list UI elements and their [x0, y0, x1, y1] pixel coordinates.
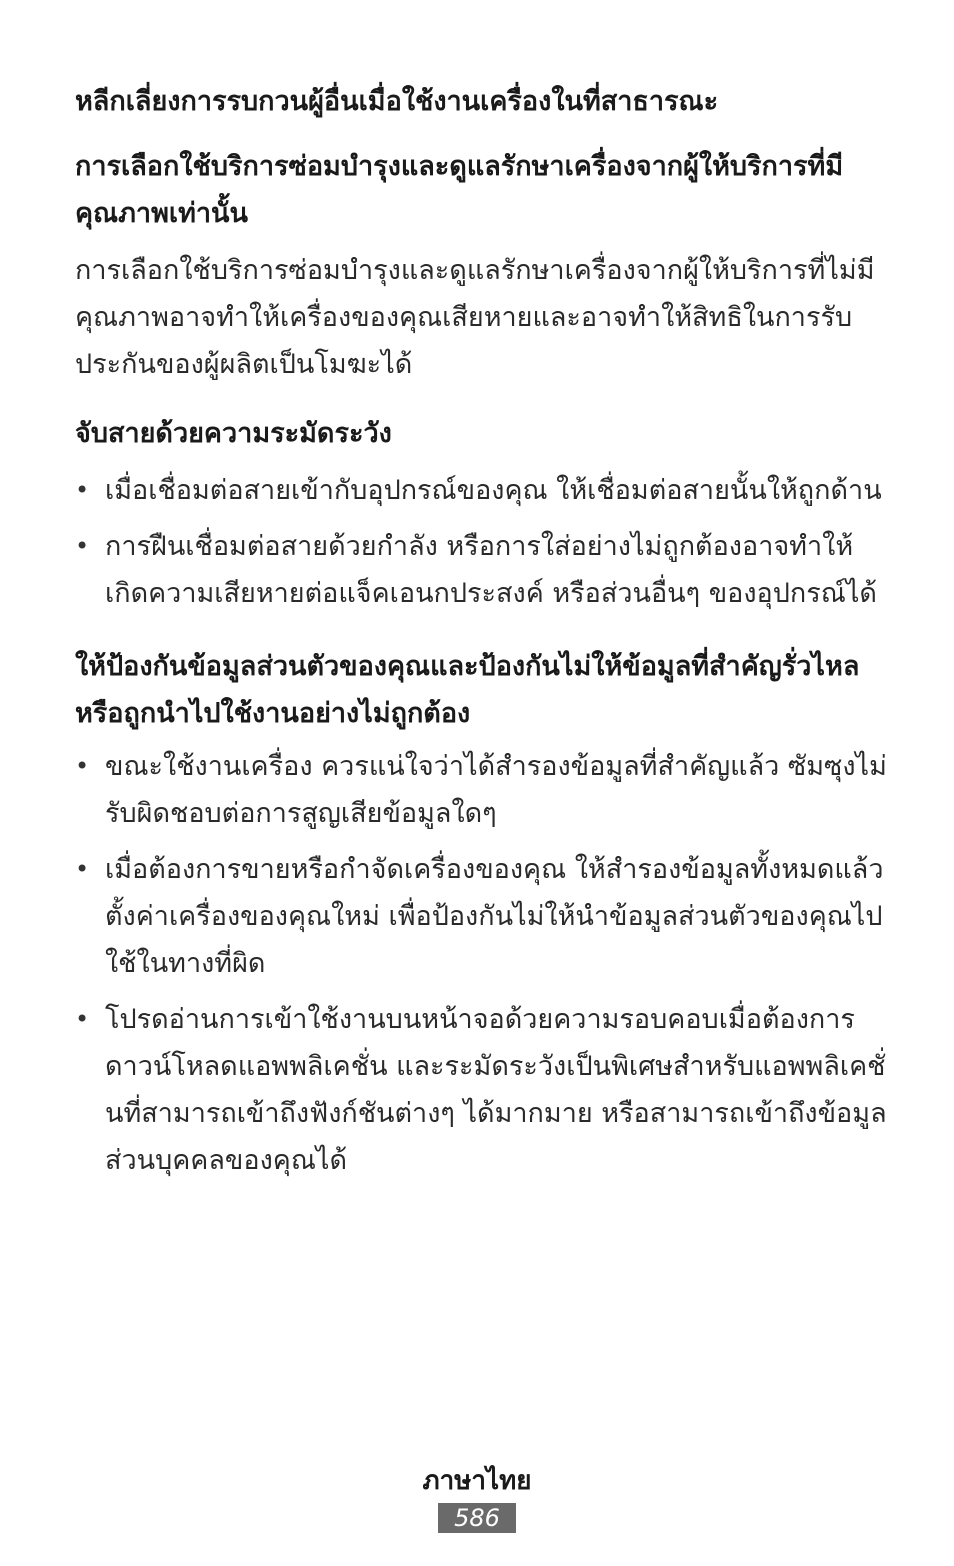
list-item-text: เมื่อต้องการขายหรือกำจัดเครื่องของคุณ ให้สำรองข้อมูลทั้งหมดแล้วตั้งค่าเครื่องของคุณใหม่ เพื่อป้องกันไม่ให้นำข้อมูลส่วนตัวของคุณไปใช้ในทางที่ผิด: [105, 854, 884, 979]
page-number: 586: [438, 1503, 516, 1533]
heading-cable-care: จับสายด้วยความระมัดระวัง: [75, 418, 392, 449]
list-item: [75, 846, 894, 987]
paragraph-quality-service: การเลือกใช้บริการซ่อมบำรุงและดูแลรักษาเครื่องจากผู้ให้บริการที่ไม่มีคุณภาพอาจทำให้เครื่องของคุณเสียหายและอาจทำให้สิทธิในการรับประกันของผู้ผลิตเป็นโมฆะได้: [75, 255, 875, 380]
list-item-text: เมื่อเชื่อมต่อสายเข้ากับอุปกรณ์ของคุณ ให้เชื่อมต่อสายนั้นให้ถูกด้าน: [105, 475, 882, 506]
page-footer: [0, 1463, 954, 1533]
bullet-icon: •: [75, 1005, 90, 1033]
cable-care-list: [75, 467, 894, 617]
list-item: [75, 996, 894, 1184]
list-item-text: การฝืนเชื่อมต่อสายด้วยกำลัง หรือการใส่อย่างไม่ถูกต้องอาจทำให้เกิดความเสียหายต่อแจ็คเอนกประสงค์ หรือส่วนอื่นๆ ของอุปกรณ์ได้: [105, 531, 877, 609]
bullet-icon: •: [75, 752, 90, 780]
list-item-text: โปรดอ่านการเข้าใช้งานบนหน้าจอด้วยความรอบคอบเมื่อต้องการดาวน์โหลดแอพพลิเคชั่น และระมัดระวังเป็นพิเศษสำหรับแอพพลิเคชั่นที่สามารถเข้าถึงฟังก์ชันต่างๆ ได้มากมาย หรือสามารถเข้าถึงข้อมูลส่วนบุคคลของคุณได้: [105, 1004, 887, 1176]
bullet-icon: •: [75, 855, 90, 883]
data-protection-list: [75, 743, 894, 1184]
bullet-icon: •: [75, 532, 90, 560]
bullet-icon: •: [75, 476, 90, 504]
heading-data-protection: ให้ป้องกันข้อมูลส่วนตัวของคุณและป้องกันไม่ให้ข้อมูลที่สำคัญรั่วไหลหรือถูกนำไปใช้งานอย่างไม่ถูกต้อง: [75, 651, 860, 729]
heading-avoid-disturbing-others: หลีกเลี่ยงการรบกวนผู้อื่นเมื่อใช้งานเครื่องในที่สาธารณะ: [75, 86, 719, 117]
footer-language: ภาษาไทย: [422, 1466, 532, 1496]
list-item: [75, 467, 894, 514]
list-item: [75, 743, 894, 837]
list-item: [75, 523, 894, 617]
list-item-text: ขณะใช้งานเครื่อง ควรแน่ใจว่าได้สำรองข้อมูลที่สำคัญแล้ว ซัมซุงไม่รับผิดชอบต่อการสูญเสียข้อมูลใดๆ: [105, 751, 887, 829]
heading-quality-service: การเลือกใช้บริการซ่อมบำรุงและดูแลรักษาเครื่องจากผู้ให้บริการที่มีคุณภาพเท่านั้น: [75, 151, 844, 229]
